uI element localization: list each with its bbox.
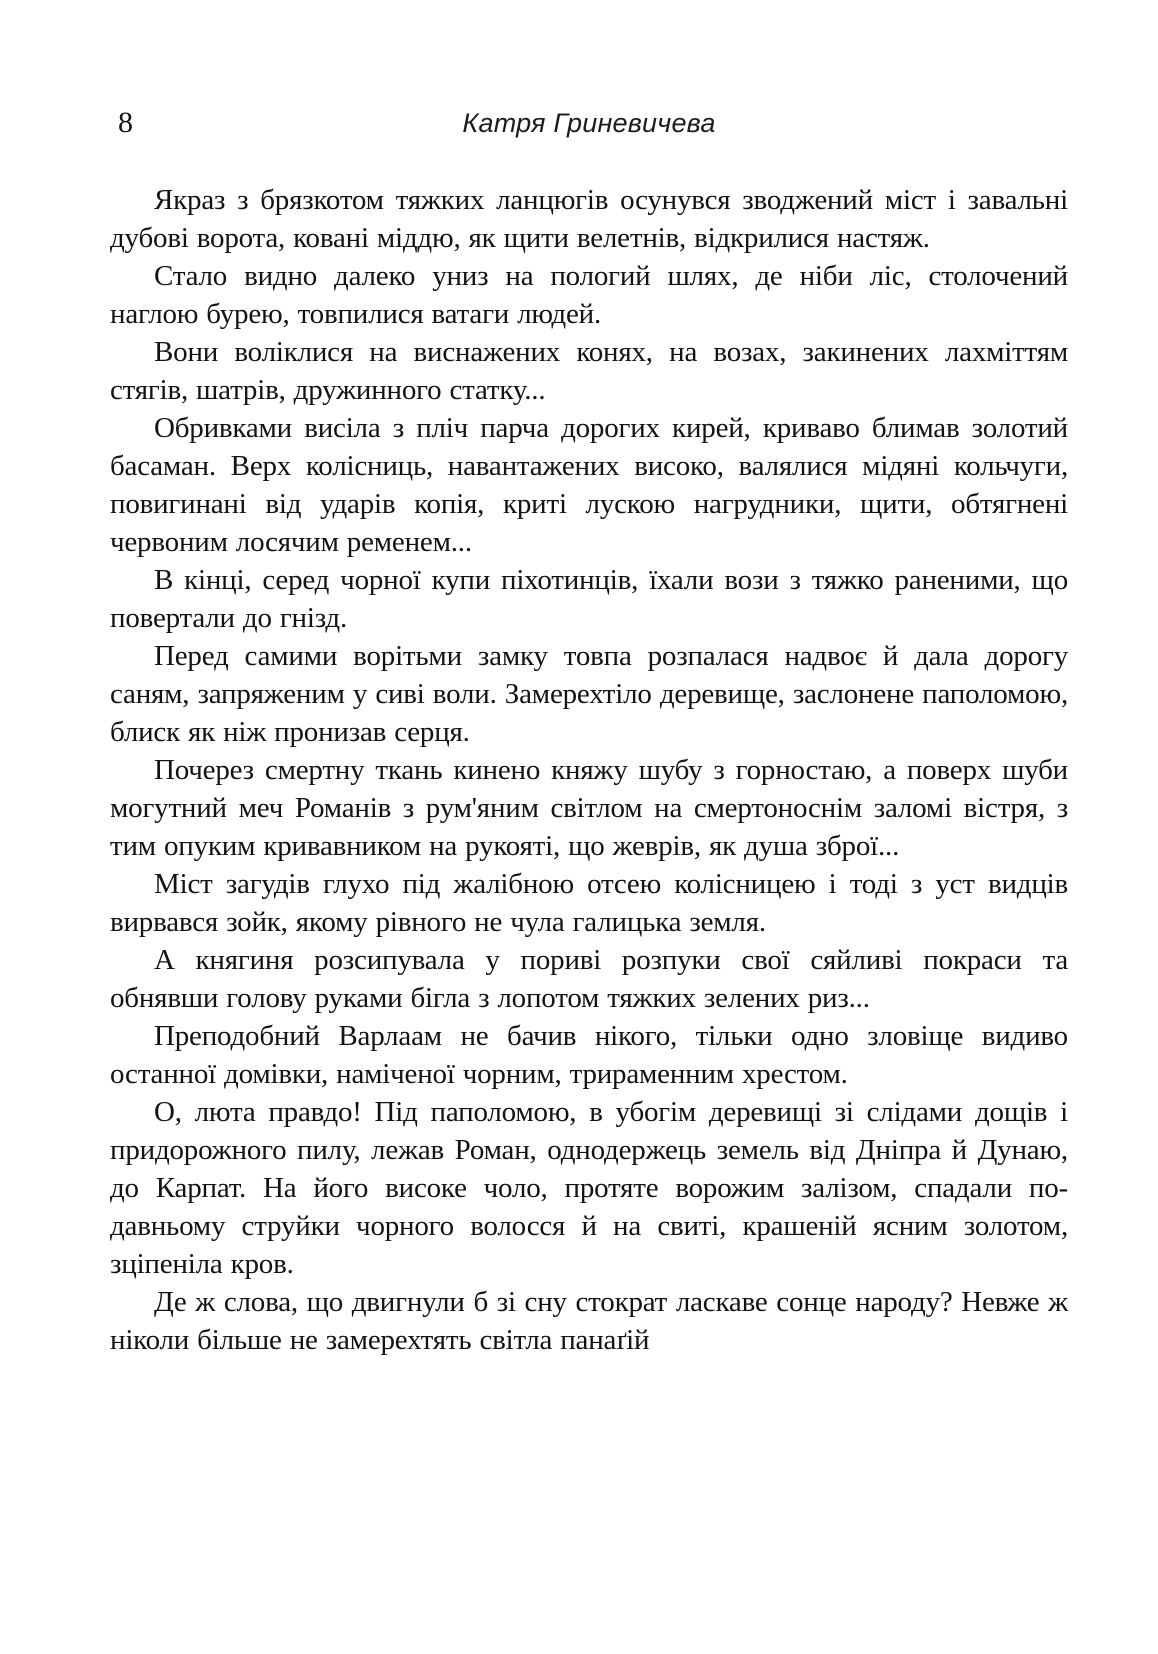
paragraph: О, люта правдо! Під паполомою, в убогім деревищі зі слідами дощів і придорожного пилу, лежав Роман, однодержець земель від Дніпра й Дунаю, до Карпат. На його високе чоло, протяте ворожим залізом, спадали по-давньому струйки чорного волосся й на свиті, крашеній ясним золотом, зціпеніла кров. (110, 1096, 1068, 1280)
paragraph: Вони воліклися на виснажених конях, на возах, закинених лахміттям стягів, шатрів, дружинного статку... (110, 336, 1068, 406)
paragraph: Де ж слова, що двигнули б зі сну стократ ласкаве сонце народу? Невже ж ніколи більше не замерехтять світла панаґій (110, 1286, 1068, 1356)
paragraph: Обривками висіла з пліч парча дорогих кирей, криваво блимав золотий басаман. Верх колісниць, навантажених високо, валялися мідяні кольчуги, повигинані від ударів копія, криті лускою нагрудники, щити, обтягнені червоним лосячим ременем... (110, 412, 1068, 558)
paragraph: Якраз з брязкотом тяжких ланцюгів осунувся зводжений міст і завальні дубові ворота, ковані міддю, як щити велетнів, відкрилися настяж. (110, 184, 1068, 254)
paragraph: В кінці, серед чорної купи піхотинців, їхали вози з тяжко раненими, що повертали до гнізд. (110, 564, 1068, 634)
paragraph: Почерез смертну ткань кинено княжу шубу з горностаю, а поверх шуби могутний меч Романів з рум'яним світлом на смертоноснім заломі вістря, з тим опуким кривавником на рукояті, що жеврів, як душа зброї... (110, 754, 1068, 862)
paragraph: Перед самими ворітьми замку товпа розпалася надвоє й дала дорогу саням, запряженим у сиві воли. Замерехтіло деревище, заслонене паполомою, блиск як ніж пронизав серця. (110, 640, 1068, 748)
running-header-author: Катря Гриневичева (462, 108, 716, 138)
paragraph: А княгиня розсипувала у пориві розпуки свої сяйливі покраси та обнявши голову руками бігла з лопотом тяжких зелених риз... (110, 944, 1068, 1014)
page-header (110, 104, 1068, 144)
paragraph: Міст загудів глухо під жалібною отсею колісницею і тоді з уст видців вирвався зойк, якому рівного не чула галицька земля. (110, 868, 1068, 938)
paragraph: Преподобний Варлаам не бачив нікого, тільки одно зловіще видиво останної домівки, наміченої чорним, трираменним хрестом. (110, 1020, 1068, 1090)
body-text (110, 181, 1068, 1359)
paragraph: Стало видно далеко униз на пологий шлях, де ніби ліс, столочений наглою бурею, товпилися ватаги людей. (110, 260, 1068, 330)
page-number: 8 (118, 106, 133, 139)
